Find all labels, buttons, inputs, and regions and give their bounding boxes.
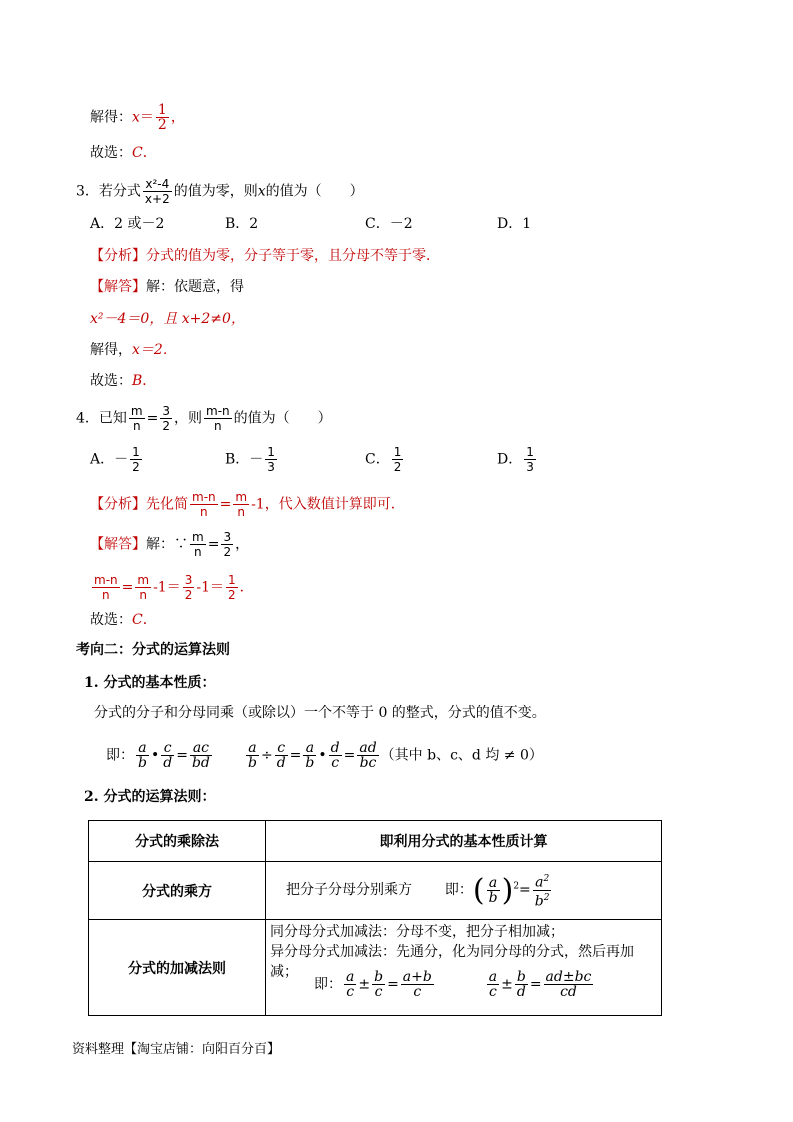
fraction-numerator: ad±bc: [545, 969, 592, 985]
choose-tail: ．: [142, 373, 157, 389]
row2-line1: 同分母分式加减法：分母不变，把分子相加减；: [270, 924, 564, 940]
prev-choose-label: 故选：: [90, 145, 132, 161]
q3-suffix-a: 的值为零，则: [173, 183, 258, 200]
fraction-numerator: m: [192, 530, 204, 544]
right-paren: ): [501, 872, 514, 908]
fraction-numerator: 3: [223, 530, 232, 544]
prev-choose-line: [90, 143, 157, 163]
q4-choose-line: [90, 610, 157, 630]
fraction-denominator: 2: [393, 460, 402, 474]
answer-eq: =: [207, 536, 220, 553]
q3-fraction: [143, 177, 172, 206]
fraction-denominator: n: [132, 419, 141, 433]
calc-fraction-2: [135, 573, 151, 602]
q4-option-d: [497, 445, 538, 474]
fraction-denominator: c: [346, 984, 355, 1000]
q3-answer: [90, 277, 244, 297]
row2-formulas: 即： $\frac{a}{c}$ ± $\frac{b}{c}$ = $\frac{a+b}{c}$ $\frac{a}{c}$ ± $\frac{b}{d}$ = $\frac{ad\pm bc}{cd}$: [314, 969, 592, 1000]
q4-stem: [76, 404, 332, 433]
fraction-numerator: x²-4: [143, 177, 172, 192]
formula-frac-d-c: [329, 741, 342, 770]
q3-option-d: [497, 214, 531, 234]
table-row: [89, 862, 662, 920]
formula-frac-ac-bd: [190, 741, 212, 770]
option-label: D．: [497, 451, 523, 468]
fraction-denominator: n: [214, 419, 222, 433]
analysis-text: 分式的值为零，分子等于零，且分母不等于零．: [146, 248, 440, 264]
fraction-denominator: 2: [227, 588, 236, 602]
fraction-denominator: n: [200, 505, 208, 519]
row2-left: 分式的加减法则: [89, 920, 266, 1016]
option-sign: －: [249, 451, 264, 468]
formula-ji: 即：: [106, 747, 134, 764]
answer-fraction-1: [190, 530, 206, 559]
add-frac-adbc-cd: [544, 970, 594, 999]
fraction-numerator: a: [303, 741, 316, 756]
power-frac-a2-b2: [533, 872, 552, 908]
option-label: D．: [497, 216, 523, 232]
add-frac-b-c: [372, 970, 385, 999]
fraction-denominator: b: [488, 890, 498, 906]
row1-right: 把分子分母分别乘方 即：( $\frac{a}{b}$ )$^2$= $\frac{a^2}{b^2}$: [266, 862, 662, 920]
formula-frac-c-d: [161, 741, 174, 770]
analysis-minus: -1: [251, 496, 265, 513]
analysis-fraction-1: [190, 490, 218, 519]
fraction-numerator: d: [330, 740, 340, 756]
fraction-denominator: 2: [157, 117, 167, 133]
solve-label: 解得，: [90, 342, 132, 358]
fraction-denominator: b: [305, 755, 315, 771]
answer-pre: 解：∵: [146, 536, 188, 553]
fraction-denominator: $b^2$: [534, 893, 550, 910]
answer-tag: 【解答】: [90, 279, 146, 295]
row1-text: 把分子分母分别乘方: [286, 882, 412, 899]
q4-calc-line: [90, 573, 254, 602]
option-value: 1: [522, 216, 532, 232]
option-label: C．: [365, 216, 390, 232]
fraction-numerator: m-n: [192, 490, 216, 504]
analysis-tag: 【分析】: [90, 248, 146, 264]
q4-analysis: [90, 490, 405, 519]
fraction-denominator: cd: [560, 984, 577, 1000]
fraction-denominator: 3: [526, 460, 534, 474]
fraction-denominator: d: [163, 755, 173, 771]
option-fraction: [392, 445, 404, 474]
q3-option-c: [365, 214, 413, 234]
fraction-denominator: c: [489, 984, 497, 1000]
choose-label: 故选：: [90, 612, 132, 628]
formula-note: （其中 b、c、d 均 ≠ 0）: [380, 747, 543, 764]
fraction-numerator: ac: [190, 741, 212, 756]
choose-value: C: [132, 612, 143, 628]
calc-end: ．: [239, 579, 254, 596]
fraction-denominator: b: [138, 755, 147, 771]
q4-target-fraction: [204, 404, 232, 433]
fraction-numerator: 3: [184, 573, 193, 587]
rules-table: [88, 820, 662, 1016]
formula-frac-ad-bc: [357, 741, 378, 770]
fraction-numerator: 1: [526, 445, 534, 459]
option-value: 2 或－2: [114, 216, 165, 232]
add-frac-a-c: [487, 970, 499, 999]
option-fraction: [524, 445, 536, 474]
table-row: [89, 821, 662, 862]
q4-given-value: [160, 404, 172, 433]
q4-option-b: [225, 445, 279, 474]
section2-heading: 考向二：分式的运算法则: [76, 642, 230, 658]
q3-analysis: [90, 246, 440, 266]
prev-solve-var: x: [132, 109, 140, 126]
calc-eq: =: [121, 579, 134, 596]
q4-answer: [90, 530, 249, 559]
fraction-denominator: 2: [132, 460, 140, 474]
q3-choose-line: [90, 371, 156, 391]
fraction-numerator: b: [374, 969, 384, 985]
q3-prefix: 3．若分式: [76, 183, 141, 200]
fraction-numerator: a: [487, 876, 500, 891]
analysis-pre: 先化简: [146, 496, 188, 513]
prev-solve-tail: ，: [170, 109, 185, 126]
fraction-denominator: c: [331, 755, 340, 771]
q3-suffix-b: 的值为（ ）: [265, 183, 364, 200]
analysis-tag: 【分析】: [90, 496, 146, 513]
prev-choose-value: C: [132, 145, 143, 161]
header-left: 分式的乘除法: [89, 821, 266, 862]
section2-sub1: 1. 分式的基本性质：: [84, 675, 216, 691]
calc-fraction-3: [183, 573, 195, 602]
option-label: C．: [365, 451, 390, 468]
analysis-fraction-2: [233, 490, 249, 519]
prev-solve-label: 解得：: [90, 109, 132, 126]
fraction-numerator: 1: [157, 102, 167, 118]
option-label: B．: [225, 216, 250, 232]
section2-sub2: 2. 分式的运算法则：: [84, 789, 216, 805]
q3-stem: [76, 177, 364, 206]
fraction-denominator: bd: [191, 755, 210, 771]
exponent: 2: [513, 881, 520, 892]
fraction-numerator: $a^2$: [533, 872, 552, 891]
table-row: [89, 920, 662, 1016]
q3-equation-line: x²－4＝0，且 x+2≠0，: [90, 311, 245, 327]
solve-value: x＝2．: [132, 342, 177, 358]
fraction-numerator: m: [130, 404, 143, 418]
calc-fraction-1: [92, 573, 120, 602]
q4-option-c: [365, 445, 405, 474]
q3-solve-line: [90, 340, 177, 360]
prev-solve-line: [90, 103, 185, 132]
fraction-numerator: m: [137, 573, 150, 587]
prev-solve-eq: ＝: [139, 109, 154, 126]
option-label: A．: [90, 216, 115, 232]
q4-middle: ，则: [174, 410, 202, 427]
fraction-denominator: n: [237, 505, 246, 519]
fraction-numerator: a: [136, 741, 149, 756]
fraction-denominator: n: [139, 588, 148, 602]
fraction-numerator: 1: [393, 445, 402, 459]
fraction-numerator: 1: [227, 573, 236, 587]
fraction-numerator: a: [346, 969, 355, 985]
formula-frac-a-b: [246, 741, 259, 770]
option-value: 2: [249, 216, 259, 232]
fraction-denominator: n: [102, 588, 110, 602]
q3-var: x: [257, 183, 266, 200]
fraction-numerator: a: [246, 741, 259, 756]
fraction-denominator: d: [516, 984, 526, 1000]
option-value: －2: [389, 216, 413, 232]
fraction-denominator: 2: [162, 419, 170, 433]
choose-tail: ．: [142, 612, 157, 628]
option-fraction: [265, 445, 277, 474]
row2-line2: 异分母分式加减法：先通分，化为同分母的分式，然后再加: [270, 944, 634, 960]
left-paren: (: [472, 872, 485, 908]
row1-left: 分式的乘方: [89, 862, 266, 920]
answer-fraction-2: [221, 530, 233, 559]
fraction-numerator: m-n: [206, 404, 230, 418]
analysis-post: ，代入数值计算即可．: [264, 496, 405, 513]
fraction-denominator: n: [194, 545, 202, 559]
fraction-denominator: c: [374, 984, 383, 1000]
property-formula-div: $\frac{a}{b}$ ÷ $\frac{c}{d}$ = $\frac{a}{b}$ • $\frac{d}{c}$ = $\frac{ad}{bc}$ （其中 b、c、d 均 ≠ 0）: [248, 740, 543, 771]
prev-choose-tail: ．: [142, 145, 157, 161]
q3-option-a: [90, 214, 164, 234]
row2-ji: 即：: [314, 976, 342, 993]
option-sign: －: [114, 451, 129, 468]
fraction-numerator: a+b: [402, 969, 432, 985]
q4-suffix: 的值为（ ）: [233, 410, 332, 427]
fraction-denominator: b: [248, 755, 257, 771]
q4-given-fraction: [129, 404, 145, 433]
choose-value: B: [132, 373, 143, 389]
add-frac-b-d: [515, 970, 528, 999]
analysis-eq: =: [219, 496, 232, 513]
fraction-numerator: a: [488, 969, 498, 985]
fraction-denominator: 2: [184, 588, 193, 602]
property-formula-mul: 即： $\frac{a}{b}$ • $\frac{c}{d}$ = $\frac{ac}{bd}$: [106, 740, 210, 771]
footer-credit: 资料整理【淘宝店铺：向阳百分百】: [72, 1042, 281, 1057]
fraction-denominator: c: [413, 984, 422, 1000]
calc-fraction-4: [226, 573, 238, 602]
fraction-denominator: 3: [267, 460, 275, 474]
q4-option-a: [90, 445, 144, 474]
answer-comma: ，: [235, 536, 250, 553]
answer-text: 解：依题意，得: [146, 279, 244, 295]
fraction-denominator: x+2: [144, 192, 170, 206]
fraction-numerator: c: [275, 741, 288, 756]
property-text: 分式的分子和分母同乘（或除以）一个不等于 0 的整式，分式的值不变。: [94, 705, 546, 721]
fraction-numerator: m-n: [94, 573, 118, 587]
fraction-denominator: d: [276, 755, 286, 771]
option-label: B．: [225, 451, 250, 468]
header-right: 即利用分式的基本性质计算: [266, 821, 662, 862]
fraction-denominator: 2: [223, 545, 232, 559]
q4-prefix: 4．已知: [76, 410, 127, 427]
fraction-numerator: c: [161, 741, 174, 756]
add-frac-apb-c: [401, 970, 434, 999]
fraction-numerator: ad: [359, 740, 377, 756]
calc-minus-1: -1＝: [153, 579, 181, 596]
formula-frac-c-d: [275, 741, 288, 770]
q4-eq: =: [146, 410, 159, 427]
power-frac-a-b: [487, 876, 500, 905]
row2-line3: 减；: [270, 964, 298, 980]
fraction-numerator: 1: [132, 445, 140, 459]
option-label: A．: [90, 451, 115, 468]
fraction-numerator: 1: [267, 445, 275, 459]
prev-solve-fraction: [156, 103, 169, 132]
choose-label: 故选：: [90, 373, 132, 389]
fraction-numerator: 3: [162, 404, 170, 418]
formula-frac-a-b: [303, 741, 316, 770]
fraction-denominator: bc: [359, 755, 377, 771]
add-frac-a-c: [344, 970, 356, 999]
fraction-numerator: b: [516, 969, 526, 985]
calc-minus-2: -1＝: [196, 579, 224, 596]
q3-option-b: [225, 214, 258, 234]
formula-frac-a-b: [136, 741, 149, 770]
fraction-numerator: m: [235, 490, 248, 504]
row1-ji: 即：: [444, 882, 473, 899]
option-fraction: [130, 445, 142, 474]
answer-tag: 【解答】: [90, 536, 146, 553]
row2-right: [266, 920, 662, 1016]
